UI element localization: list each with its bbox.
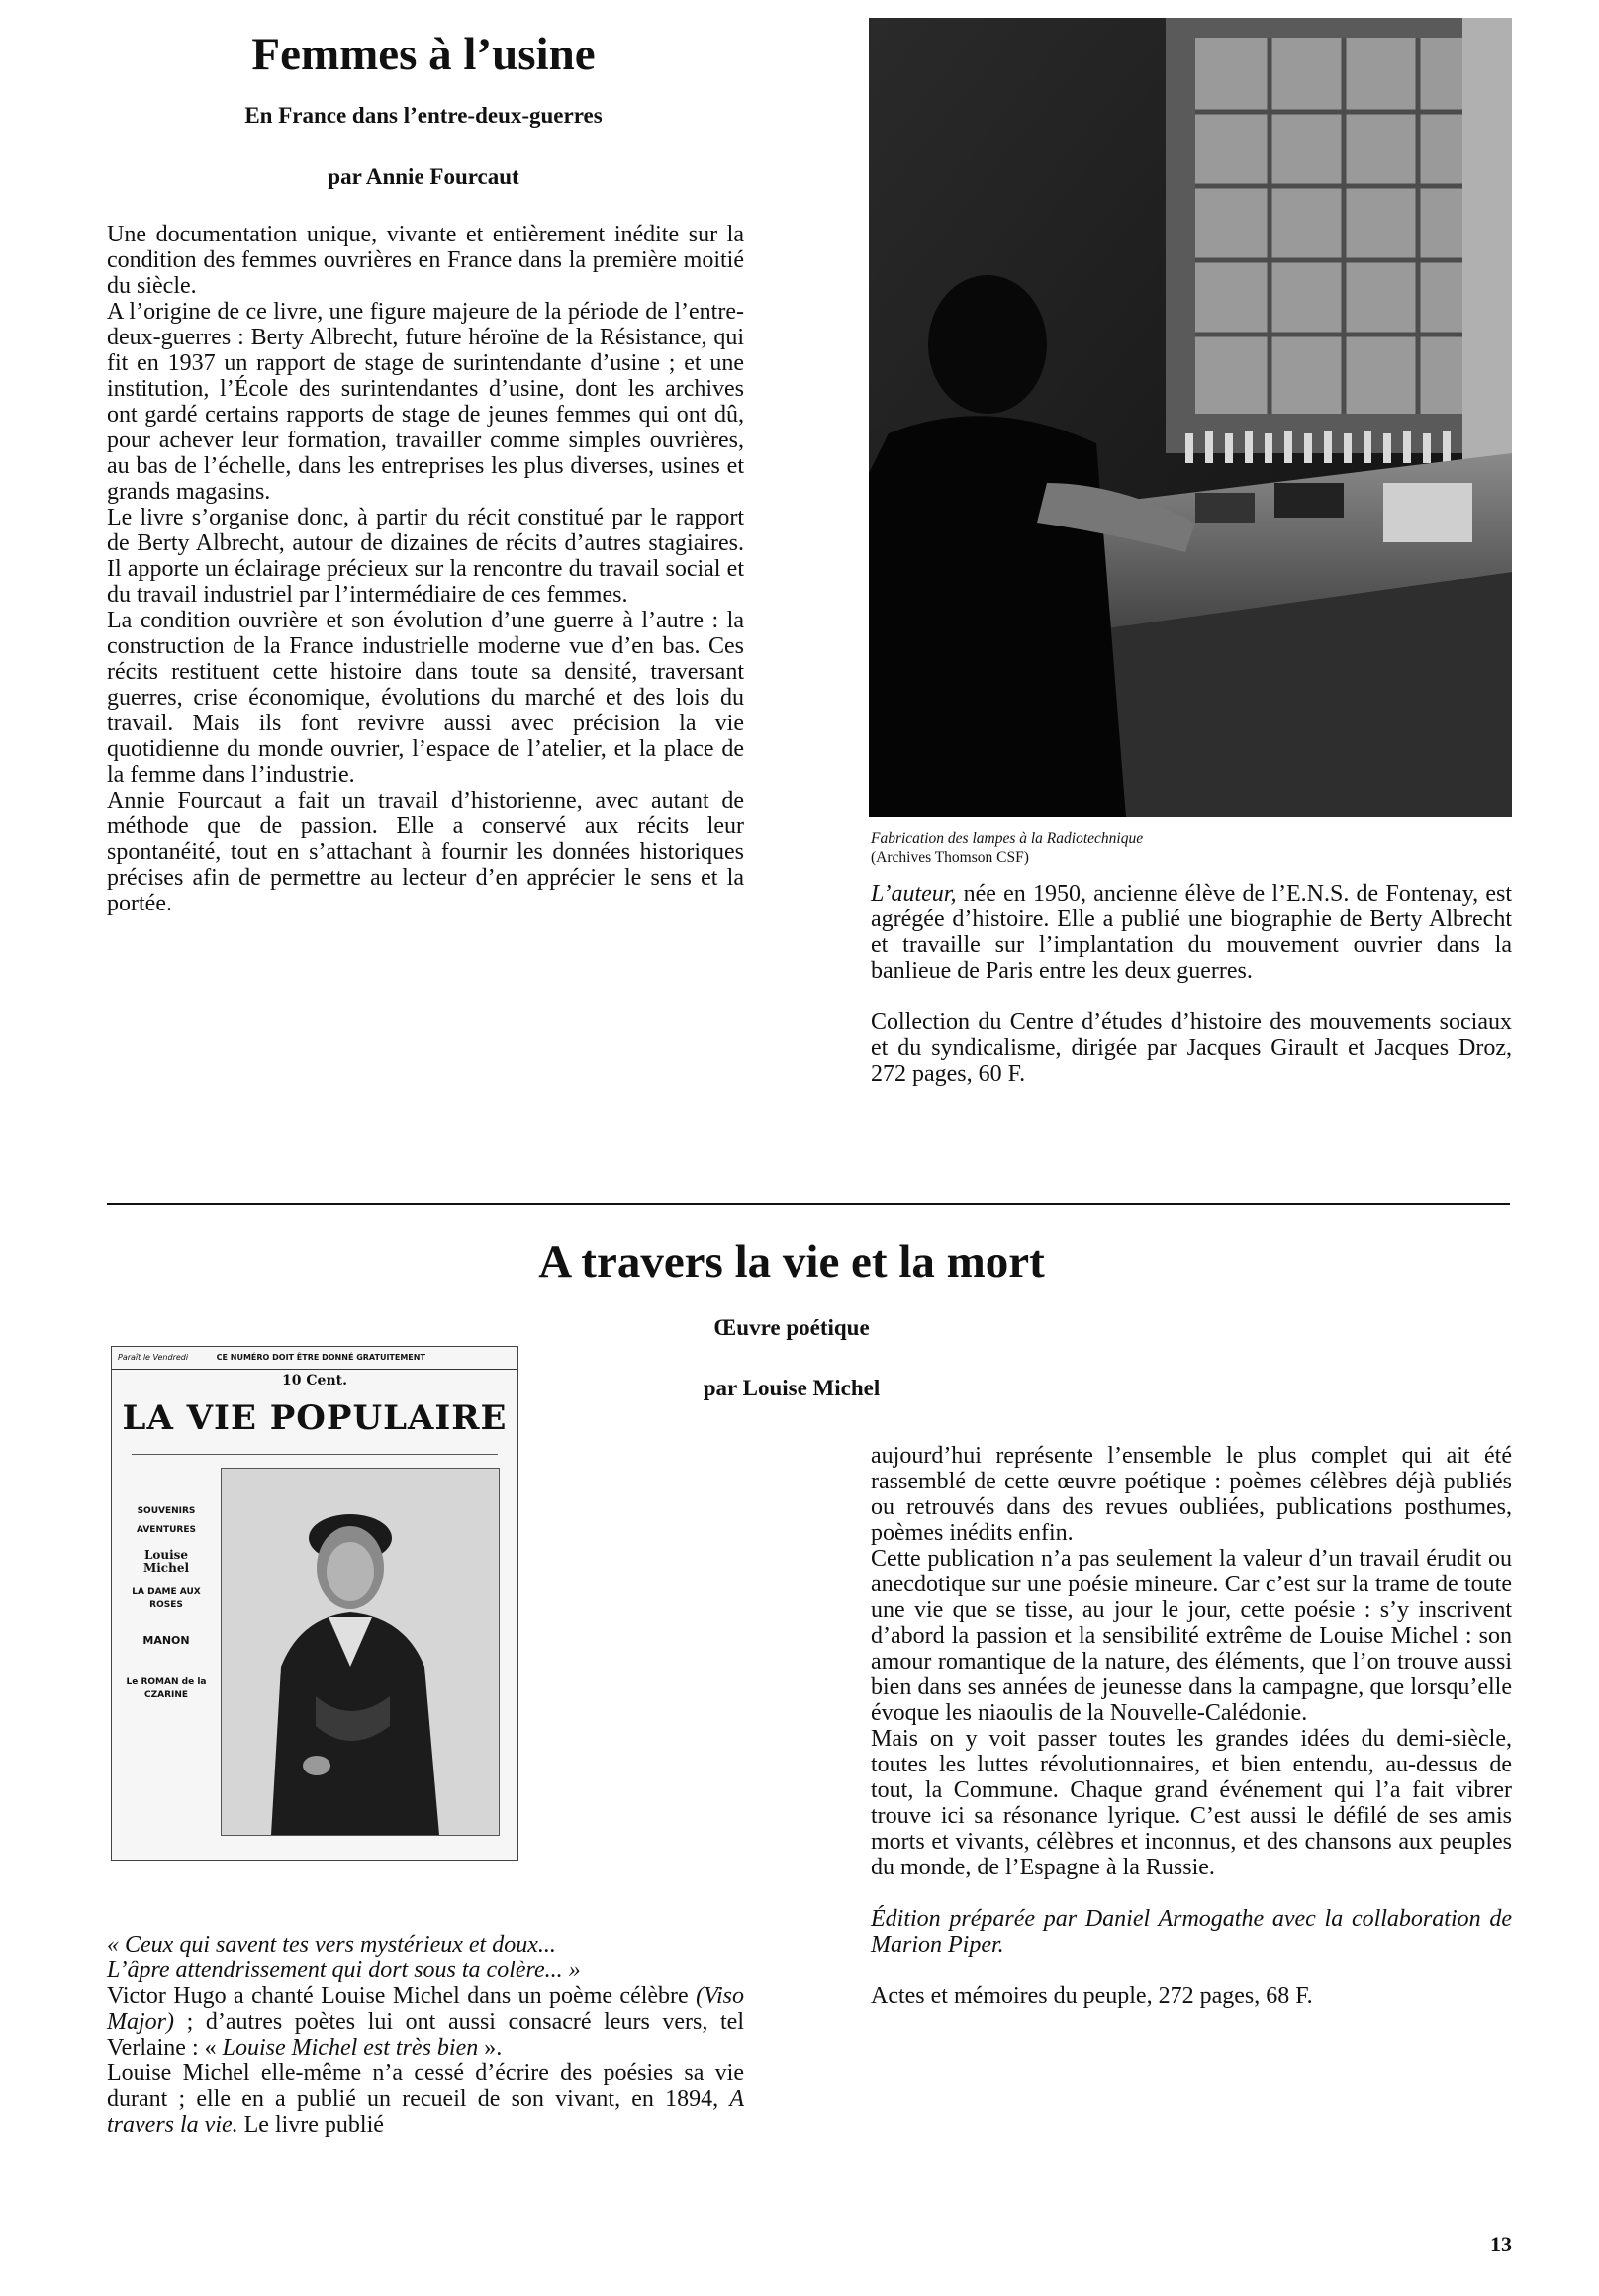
article1-paragraph: Une documentation unique, vivante et entièrement inédite sur la condition des femmes ouvrières en France dans la première moitié du siècle. xyxy=(107,222,744,299)
article2-subtitle: Œuvre poétique xyxy=(713,1315,870,1340)
photo-caption-credit: (Archives Thomson CSF) xyxy=(871,849,1029,866)
edition-note: Édition préparée par Daniel Armogathe avec la collaboration de Marion Piper. xyxy=(871,1906,1512,1958)
hugo-quote-line2: L’âpre attendrissement qui dort sous ta colère... » xyxy=(107,1958,581,1983)
cover-masthead: LA VIE POPULAIRE xyxy=(122,1398,508,1438)
article2-paragraph: Louise Michel elle-même n’a cessé d’écrire des poésies sa vie durant ; elle en a publié un recueil de son vivant, en 1894, A travers la vie. Le livre publié xyxy=(107,2060,744,2138)
article1-paragraph: Le livre s’organise donc, à partir du récit constitué par le rapport de Berty Albrecht, autour de dizaines de récits d’autres stagiaires. Il apporte un éclairage précieux sur la rencontre du travail social et du travail industriel par l’intermédiaire de ces femmes. xyxy=(107,505,744,608)
cover-free-notice: CE NUMÉRO DOIT ÊTRE DONNÉ GRATUITEMENT xyxy=(216,1353,425,1362)
factory-photo-image xyxy=(869,18,1512,817)
collection-note: Collection du Centre d’études d’histoire des mouvements sociaux et du syndicalisme, dirigée par Jacques Girault et Jacques Droz, 272 pages, 60 F. xyxy=(871,1009,1512,1087)
article2-author: par Louise Michel xyxy=(703,1376,881,1400)
article2-right-column xyxy=(871,1443,1512,2009)
article1-title: Femmes à l’usine xyxy=(251,29,596,80)
photo-caption-title: Fabrication des lampes à la Radiotechnique xyxy=(871,830,1144,847)
cover-sidebar xyxy=(122,1485,211,1702)
article1-paragraph: La condition ouvrière et son évolution d’une guerre à l’autre : la construction de la France industrielle moderne vue d’en bas. Ces récits restituent cette histoire dans toute sa densité, traversant guerres, crise économique, évolutions du marché et des lois du travail. Mais ils font revivre aussi avec précision la vie quotidienne du monde ouvrier, l’espace de l’atelier, et la place de la femme dans l’industrie. xyxy=(107,608,744,788)
article2-title: A travers la vie et la mort xyxy=(538,1236,1045,1288)
photo-caption xyxy=(871,829,1464,867)
section-divider xyxy=(107,1203,1510,1205)
article1-subtitle: En France dans l’entre-deux-guerres xyxy=(244,103,603,128)
publication-info: Actes et mémoires du peuple, 272 pages, 68 F. xyxy=(871,1983,1313,2009)
article1-paragraph: A l’origine de ce livre, une figure majeure de la période de l’entre-deux-guerres : Berty Albrecht, future héroïne de la Résistance, qui fit en 1937 un rapport de stage de surintendante d’usine ; et une institution, l’École des surintendantes d’usine, dont les archives ont gardé certains rapports de stage de jeunes femmes qui ont dû, pour achever leur formation, travailler comme simples ouvrières, au bas de l’échelle, dans les entreprises les plus diverses, usines et grands magasins. xyxy=(107,299,744,505)
hugo-quote-line1: « Ceux qui savent tes vers mystérieux et doux... xyxy=(107,1932,556,1958)
article1-paragraph: Annie Fourcaut a fait un travail d’historienne, avec autant de méthode que de passion. Elle a conservé aux récits leur spontanéité, tout en s’attachant à fournir les données historiques précises afin de permettre au lecteur d’en apprécier le sens et la portée. xyxy=(107,788,744,916)
article2-left-column xyxy=(107,1932,744,2138)
article2-paragraph: Mais on y voit passer toutes les grandes idées du demi-siècle, toutes les luttes révolutionnaires, et bien entendu, au-dessus de tout, la Commune. Chaque grand événement qui l’a fait vibrer trouve ici sa résonance lyrique. C’est aussi le défilé de ses amis morts et vivants, célèbres et inconnus, et des chansons aux peuples du monde, de l’Espagne à la Russie. xyxy=(871,1726,1512,1880)
cover-sidebar-item: Le ROMAN de la CZARINE xyxy=(126,1677,207,1700)
author-bio-text: née en 1950, ancienne élève de l’E.N.S. de Fontenay, est agrégée d’histoire. Elle a publié une biographie de Berty Albrecht et travaille sur l’implantation du mouvement ouvrier dans la banlieue de Paris entre les deux guerres. xyxy=(871,881,1512,984)
cover-sidebar-item: Louise Michel xyxy=(142,1548,190,1575)
article1-author: par Annie Fourcaut xyxy=(328,164,519,189)
factory-photo xyxy=(869,18,1512,817)
article2-paragraph: Cette publication n’a pas seulement la valeur d’un travail érudit ou anecdotique sur une poésie mineure. Car c’est sur la trame de toute une vie que se tisse, au jour le jour, cette poésie : s’y inscrivent d’abord la passion et la sensibilité extrême de Louise Michel : son amour romantique de la nature, des éléments, que l’on trouve aussi bien dans ses années de jeunesse dans la campagne, que lorsqu’elle évoque les niaoulis de la Nouvelle-Calédonie. xyxy=(871,1546,1512,1726)
louise-michel-portrait xyxy=(222,1469,499,1835)
author-bio-lead: L’auteur, xyxy=(871,881,957,907)
cover-sidebar-item: LA DAME AUX ROSES xyxy=(132,1587,201,1610)
article2-paragraph: Victor Hugo a chanté Louise Michel dans un poème célèbre (Viso Major) ; d’autres poètes lui ont aussi consacré leurs vers, tel Verlaine : « Louise Michel est très bien ». xyxy=(107,1983,744,2060)
cover-sidebar-item: MANON xyxy=(142,1634,190,1647)
magazine-cover xyxy=(111,1346,518,1861)
page-number: 13 xyxy=(1490,2232,1512,2256)
cover-price: 10 Cent. xyxy=(282,1373,347,1388)
cover-issue-day: Paraît le Vendredi xyxy=(118,1353,189,1362)
article2-paragraph: aujourd’hui représente l’ensemble le plus complet qui ait été rassemblé de cette œuvre poétique : poèmes célèbres déjà publiés ou retrouvés dans des revues oubliées, publications posthumes, poèmes inédits enfin. xyxy=(871,1443,1512,1546)
author-bio xyxy=(871,881,1512,1087)
cover-sidebar-item: SOUVENIRS xyxy=(137,1506,196,1516)
cover-separator xyxy=(132,1454,498,1455)
cover-top-line xyxy=(112,1347,517,1370)
cover-sidebar-item: AVENTURES xyxy=(136,1525,196,1535)
article1-body xyxy=(107,222,744,916)
cover-portrait xyxy=(221,1468,500,1836)
